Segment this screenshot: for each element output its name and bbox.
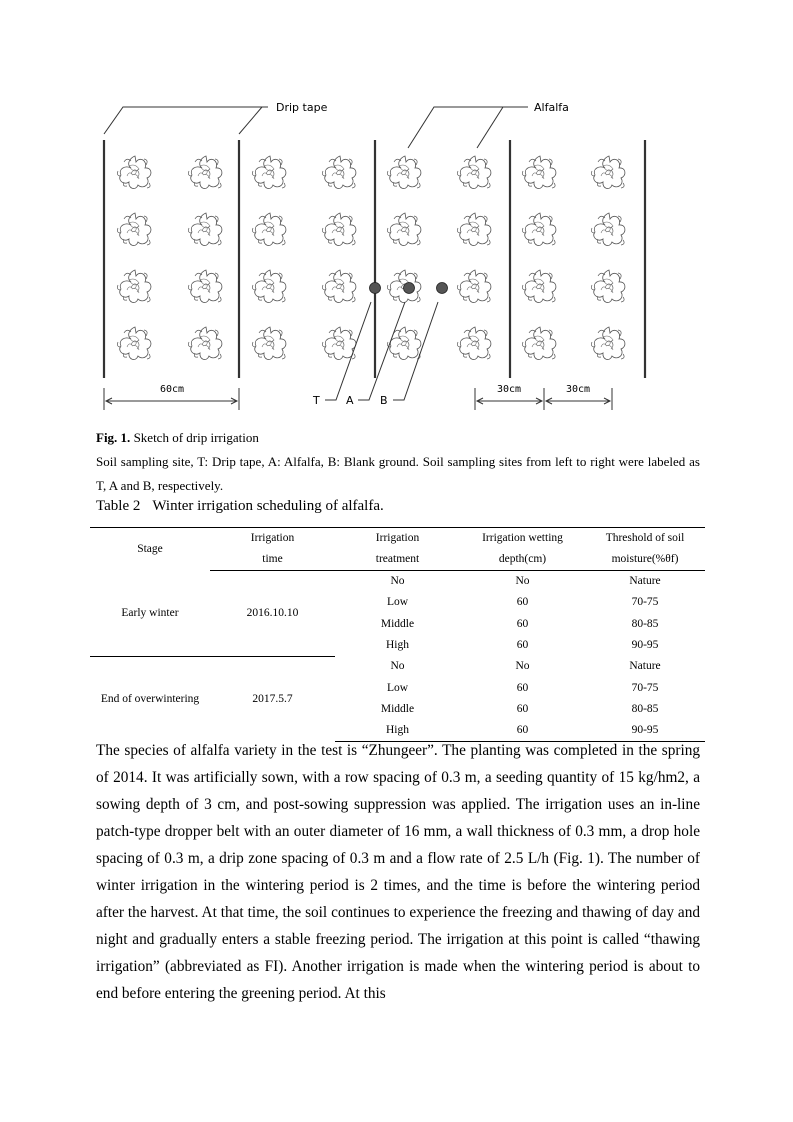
- depth-cell: 60: [516, 639, 529, 652]
- stage-cell: Early winter: [90, 571, 210, 657]
- threshold-cell: 80-85: [631, 702, 659, 715]
- depth-cell: 60: [460, 720, 585, 742]
- treatment-cell: Middle: [380, 702, 415, 715]
- table-title-text: Winter irrigation scheduling of alfalfa.: [152, 498, 384, 514]
- treatment-cell: High: [335, 720, 460, 742]
- drip-tape-leader: [104, 107, 268, 134]
- plant-grid: [117, 156, 625, 360]
- threshold-cell: 90-95: [585, 720, 705, 742]
- depth-cell: No: [515, 660, 530, 673]
- site-t-label: T: [313, 394, 320, 407]
- depth-cell: 60: [516, 596, 529, 609]
- figure-caption-description: Soil sampling site, T: Drip tape, A: Alfalfa, B: Blank ground. Soil sampling sites from left to right were labeled as T, A and B, respectively.: [96, 454, 700, 493]
- threshold-cell: 80-85: [631, 617, 659, 630]
- threshold-cell: 70-75: [631, 681, 659, 694]
- drip-tape-label: Drip tape: [276, 101, 328, 114]
- site-a-label: A: [346, 394, 354, 407]
- treatment-cell: Middle: [380, 617, 415, 630]
- header-threshold-2: moisture(%θf): [585, 549, 705, 571]
- depth-cell: 60: [516, 681, 529, 694]
- header-depth-2: depth(cm): [460, 549, 585, 571]
- treatment-cell: No: [390, 660, 405, 673]
- header-threshold-1: Threshold of soil: [585, 528, 705, 550]
- table-title: [96, 498, 384, 515]
- body-paragraph: The species of alfalfa variety in the test is “Zhungeer”. The planting was completed in the spring of 2014. It was artificially sown, with a row spacing of 0.3 m, a seeding quantity of 15 kg/hm2, a sowing depth of 3 cm, and post-sowing suppression was applied. The irrigation uses an in-line patch-type dropper belt with an outer diameter of 16 mm, a wall thickness of 0.3 mm, a drop hole spacing of 0.3 m, a drip zone spacing of 0.3 m and a flow rate of 2.5 L/h (Fig. 1). The number of winter irrigation in the wintering period is 2 times, and the time is before the wintering period after the harvest. At that time, the soil continues to experience the freezing and thawing of day and night and gradually enters a stable freezing period. The irrigation at this point is called “thawing irrigation” (abbreviated as FI). Another irrigation is made when the wintering period is about to end before entering the greening period. At this: [96, 742, 700, 1002]
- header-stage: Stage: [90, 528, 210, 571]
- dim-30cm-label-2: 30cm: [565, 384, 591, 395]
- table-row: [90, 571, 705, 593]
- figure-caption-title: [96, 426, 700, 450]
- header-time-2: time: [210, 549, 335, 571]
- depth-cell: 60: [516, 617, 529, 630]
- treatment-cell: Low: [386, 681, 409, 694]
- depth-cell: No: [515, 575, 530, 588]
- threshold-cell: Nature: [629, 575, 661, 588]
- dim-30cm-label-1: 30cm: [496, 384, 522, 395]
- table-number: Table 2: [96, 498, 141, 514]
- depth-cell: 60: [516, 702, 529, 715]
- header-treatment-1: Irrigation: [335, 528, 460, 550]
- header-time-1: Irrigation: [210, 528, 335, 550]
- threshold-cell: Nature: [629, 660, 661, 673]
- time-cell: 2016.10.10: [210, 571, 335, 657]
- treatment-cell: Low: [386, 596, 409, 609]
- drip-tape-lines: [104, 140, 645, 378]
- header-depth-1: Irrigation wetting: [460, 528, 585, 550]
- dim-60cm-label: 60cm: [159, 384, 185, 395]
- treatment-cell: High: [386, 639, 409, 652]
- sampling-sites: [370, 283, 448, 294]
- irrigation-schedule-table: [90, 527, 705, 742]
- alfalfa-label: Alfalfa: [534, 101, 569, 114]
- header-treatment-2: treatment: [335, 549, 460, 571]
- threshold-cell: 90-95: [631, 639, 659, 652]
- figure-title: Sketch of drip irrigation: [130, 430, 259, 445]
- time-cell: 2017.5.7: [252, 692, 293, 705]
- site-b-label: B: [380, 394, 388, 407]
- table-row: [90, 656, 705, 677]
- stage-cell: End of overwintering: [100, 692, 200, 705]
- drip-irrigation-sketch: [0, 0, 793, 425]
- treatment-cell: No: [390, 575, 405, 588]
- threshold-cell: 70-75: [631, 596, 659, 609]
- figure-number: Fig. 1.: [96, 430, 131, 445]
- dimension-30cm: [475, 388, 612, 410]
